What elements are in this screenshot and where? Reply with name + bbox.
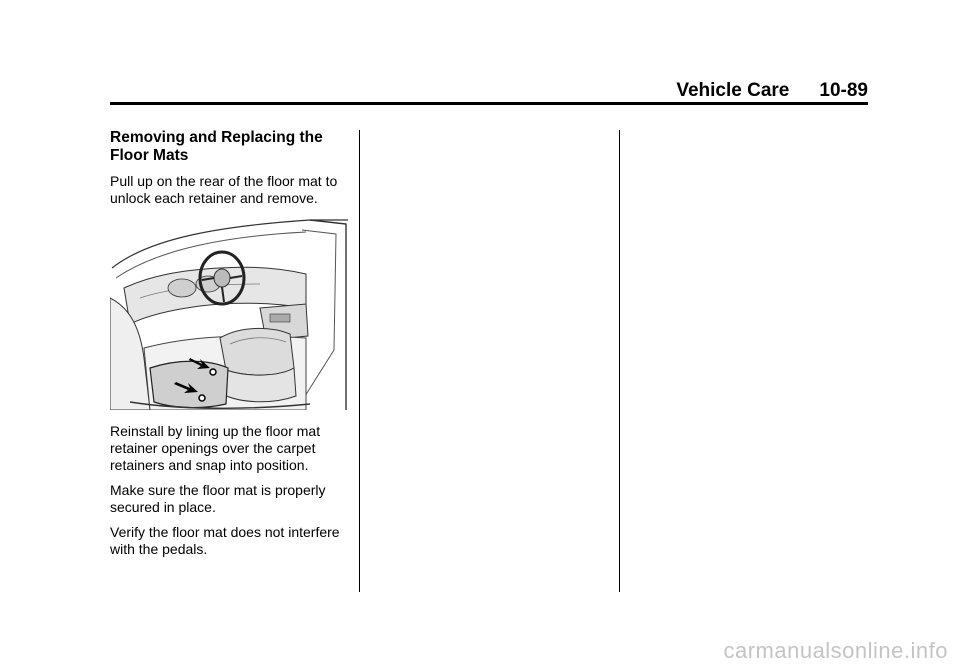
paragraph-secure: Make sure the floor mat is properly secured in place.	[110, 482, 326, 515]
section-heading	[110, 129, 354, 165]
watermark: carmanualsonline.info	[723, 638, 948, 663]
page-header	[110, 80, 868, 102]
heading-line-2: Floor Mats	[110, 147, 189, 164]
page-number: 10-89	[819, 80, 868, 101]
floor-mat-figure	[110, 218, 348, 410]
paragraph-pedals: Verify the floor mat does not interfere with the pedals.	[110, 524, 340, 557]
content-column	[110, 129, 354, 558]
paragraph-remove: Pull up on the rear of the floor mat to unlock each retainer and remove.	[110, 173, 338, 206]
column-divider-1	[359, 130, 360, 592]
section-title: Vehicle Care	[676, 80, 790, 101]
column-divider-2	[619, 130, 620, 592]
car-interior-icon	[110, 218, 348, 410]
header-rule	[110, 102, 868, 105]
heading-line-1: Removing and Replacing the	[110, 129, 323, 146]
paragraph-reinstall: Reinstall by lining up the floor mat retainer openings over the carpet retainers and snap into position.	[110, 423, 321, 473]
